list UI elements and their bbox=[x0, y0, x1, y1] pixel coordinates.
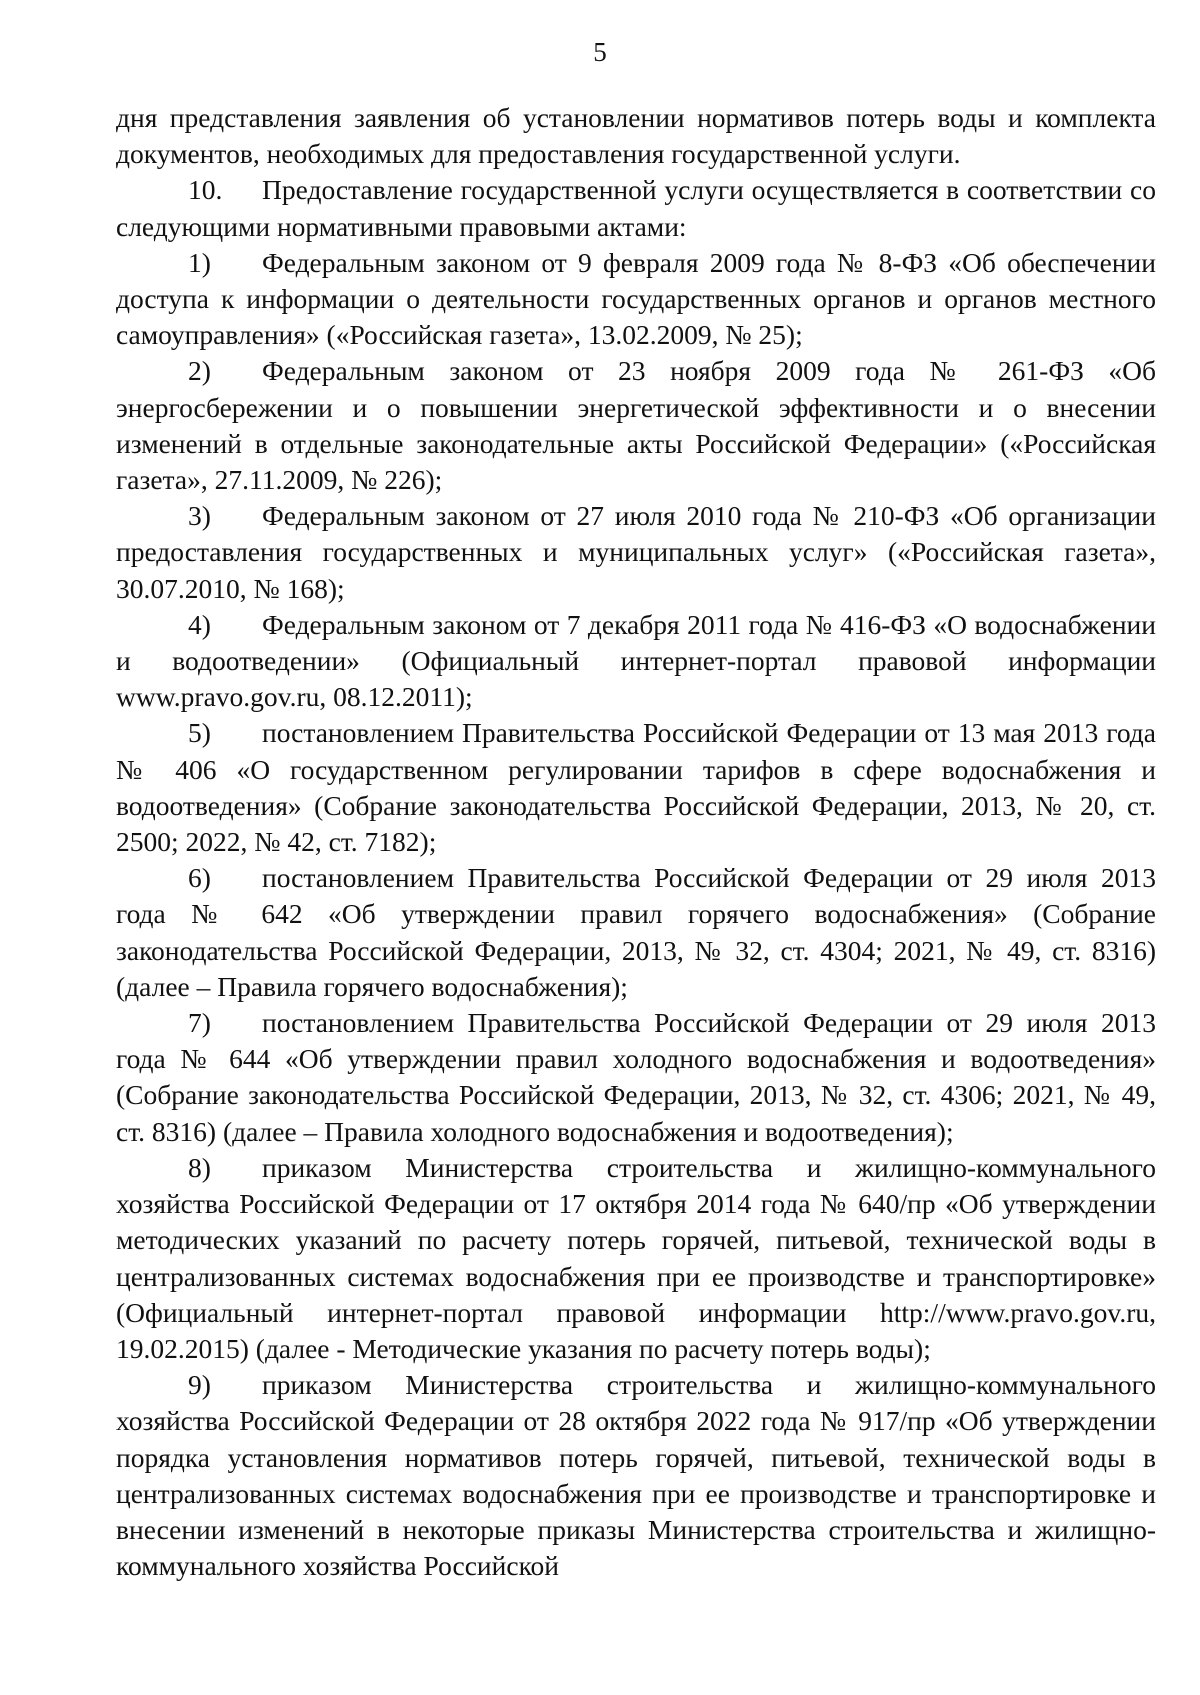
page-number: 5 bbox=[593, 37, 607, 67]
paragraph-continuation bbox=[116, 100, 1156, 172]
list-item-text: постановлением Правительства Российской Федерации от 13 мая 2013 года № 406 «О государственном регулировании тарифов в сфере водоснабжения и водоотведения» (Собрание законодательства Российской Федерации, 2013, № 20, ст. 2500; 2022, № 42, ст. 7182); bbox=[116, 717, 1156, 858]
list-item-7 bbox=[116, 1005, 1156, 1150]
list-item-text: постановлением Правительства Российской Федерации от 29 июля 2013 года № 642 «Об утверждении правил горячего водоснабжения» (Собрание законодательства Российской Федерации, 2013, № 32, ст. 4304; 2021, № 49, ст. 8316) (далее – Правила горячего водоснабжения); bbox=[116, 862, 1156, 1002]
list-item-text: постановлением Правительства Российской Федерации от 29 июля 2013 года № 644 «Об утверждении правил холодного водоснабжения и водоотведения» (Собрание законодательства Российской Федерации, 2013, № 32, ст. 4306; 2021, № 49, ст. 8316) (далее – Правила холодного водоснабжения и водоотведения); bbox=[116, 1007, 1156, 1147]
list-item-5 bbox=[116, 715, 1156, 860]
list-item-number: 5) bbox=[188, 717, 211, 749]
paragraph-10 bbox=[116, 172, 1156, 244]
list-item-9 bbox=[116, 1367, 1156, 1584]
list-item-text: Федеральным законом от 7 декабря 2011 года № 416-ФЗ «О водоснабжении и водоотведении» (Официальный интернет-портал правовой информации www.pravo.gov.ru, 08.12.2011); bbox=[116, 608, 1156, 713]
list-item-text: Федеральным законом от 23 ноября 2009 года № 261-ФЗ «Об энергосбережении и о повышении энергетической эффективности и о внесении изменений в отдельные законодательные акты Российской Федерации» («Российская газета», 27.11.2009, № 226); bbox=[116, 355, 1156, 496]
list-item-6 bbox=[116, 860, 1156, 1005]
list-item-number: 1) bbox=[188, 246, 211, 278]
paragraph-text: дня представления заявления об установлении нормативов потерь воды и комплекта документов, необходимых для предоставления государственной услуги. bbox=[116, 102, 1156, 170]
list-item-2 bbox=[116, 353, 1156, 498]
list-item-text: Федеральным законом от 9 февраля 2009 года № 8-ФЗ «Об обеспечении доступа к информации о деятельности государственных органов и органов местного самоуправления» («Российская газета», 13.02.2009, № 25); bbox=[116, 246, 1156, 351]
list-item-text: Федеральным законом от 27 июля 2010 года № 210-ФЗ «Об организации предоставления государственных и муниципальных услуг» («Российская газета», 30.07.2010, № 168); bbox=[116, 500, 1156, 604]
list-item-number: 6) bbox=[188, 862, 211, 894]
list-item-text: приказом Министерства строительства и жилищно-коммунального хозяйства Российской Федерации от 28 октября 2022 года № 917/пр «Об утверждении порядка установления нормативов потерь горячей, питьевой, технической воды в централизованных системах водоснабжения при ее производстве и транспортировке и внесении изменений в некоторые приказы Министерства строительства и жилищно-коммунального хозяйства Российской bbox=[116, 1369, 1156, 1582]
list-item-number: 3) bbox=[188, 500, 211, 532]
paragraph-number: 10. bbox=[188, 174, 223, 206]
list-item-4 bbox=[116, 607, 1156, 716]
list-item-3 bbox=[116, 498, 1156, 607]
list-item-number: 8) bbox=[188, 1151, 211, 1183]
list-item-number: 4) bbox=[188, 608, 211, 640]
list-item-number: 7) bbox=[188, 1007, 211, 1039]
document-body bbox=[116, 100, 1156, 1584]
list-item-1 bbox=[116, 245, 1156, 354]
list-item-number: 2) bbox=[188, 355, 211, 387]
list-item-text: приказом Министерства строительства и жилищно-коммунального хозяйства Российской Федерации от 17 октября 2014 года № 640/пр «Об утверждении методических указаний по расчету потерь горячей, питьевой, технической воды в централизованных системах водоснабжения при ее производстве и транспортировке» (Официальный интернет-портал правовой информации http://www.pravo.gov.ru, 19.02.2015) (далее - Методические указания по расчету потерь воды); bbox=[116, 1151, 1156, 1364]
list-item-number: 9) bbox=[188, 1369, 211, 1401]
paragraph-text: Предоставление государственной услуги осуществляется в соответствии со следующими нормативными правовыми актами: bbox=[116, 174, 1156, 242]
list-item-8 bbox=[116, 1150, 1156, 1367]
